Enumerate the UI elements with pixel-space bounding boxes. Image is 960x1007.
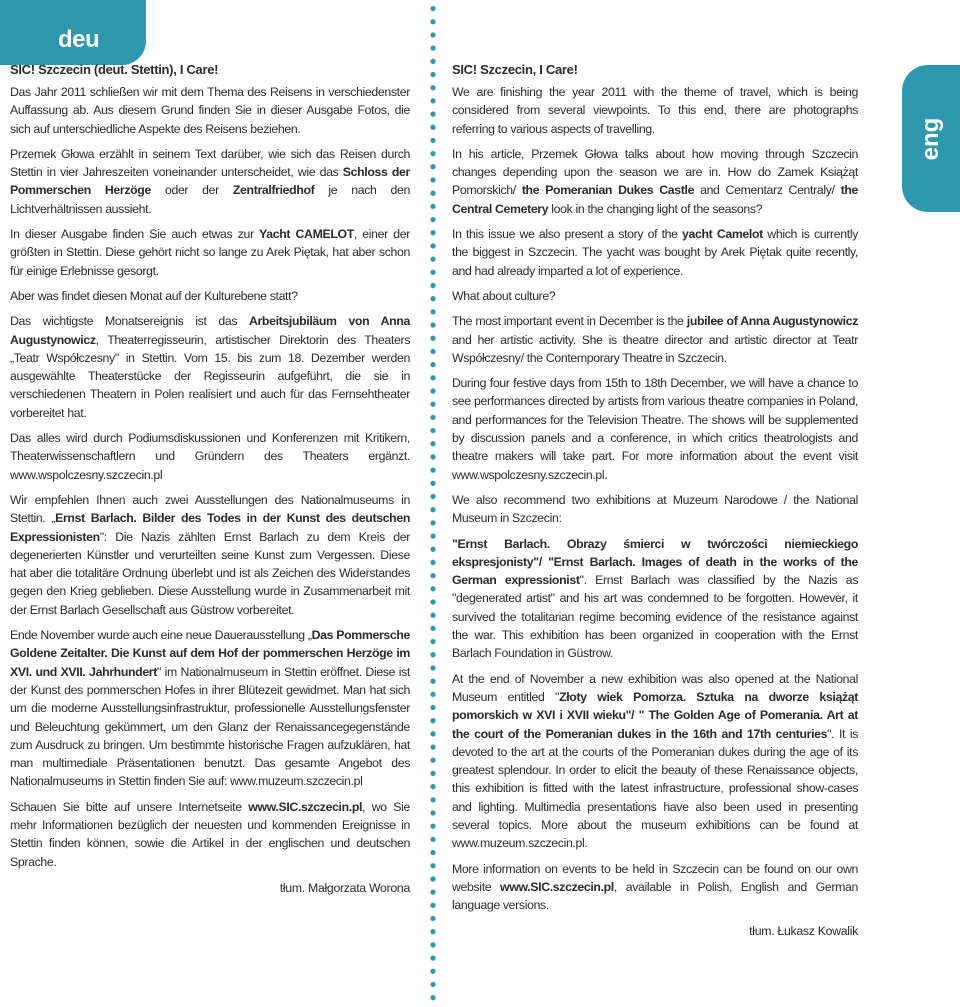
german-title: SIC! Szczecin (deut. Stettin), I Care! — [10, 62, 219, 77]
english-paragraph-9: At the end of November a new exhibition was also opened at the National Museum entitled "Złoty wiek Pomorza. Sztuka na dworze książąt pomorskich w XVI i XVII wieku"/ " The Golden Age of Pomerania. Art at the court of the Pomeranian dukes in the 16th and 17th centuries". It is devoted to the art at the courts of the Pomeranian dukes during the age of its greatest splendour. In order to elicit the beauty of these Renaissance objects, this exhibition is fitted with the latest infrastructure, professional show-cases and lighting. Multimedia presentations have also been used in presenting several topics. More about the museum exhibitions can be found at www.muzeum.szczecin.pl. — [452, 671, 858, 851]
english-paragraph-6: During four festive days from 15th to 18th December, we will have a chance to see performances directed by artists from various theatre companies in Poland, and performances for the Television Theatre. The shows will be supplemented by discussion panels and a conference, in which critics theatrologists and theatre makers will take part. For more information about the event visit www.wspolczesny.szczecin.pl. — [452, 376, 858, 482]
english-paragraph-2: In his article, Przemek Głowa talks about how moving through Szczecin changes depending upon the season we are in. How do Zamek Książąt Pomorskich/ the Pomeranian Dukes Castle and Cementarz Centraly/ the Central Cemetery look in the changing light of the seasons? — [452, 146, 859, 216]
german-column — [10, 62, 410, 895]
language-tab-deu — [0, 0, 146, 65]
german-paragraph-7: Wir empfehlen Ihnen auch zwei Ausstellungen des Nationalmuseums in Stettin. „Ernst Barlach. Bilder des Todes in der Kunst des deutschen Expressionisten": Die Nazis zählten Ernst Barlach zu dem Kreis der degenerierten Künstler und verurteilten seine Kunst zum Vergessen. Diese hat aber die totalitäre Ordnung überlebt und ist als Zeichen des Widerstandes gegen den Krieg geblieben. Diese Ausstellung wurde in Zusammenarbeit mit der Ernst Barlach Gesellschaft aus Güstrow vorbereitet. — [10, 492, 410, 617]
english-column — [452, 62, 858, 938]
german-paragraph-6: Das alles wird durch Podiumsdiskussionen und Konferenzen mit Kritikern, Theaterwissenschaftlern und Gründern des Theaters ergänzt. www.wspolczesny.szczecin.pl — [10, 431, 410, 482]
english-paragraph-3: In this issue we also present a story of the yacht Camelot which is currently the biggest in Szczecin. The yacht was bought by Arek Piętak quite recently, and had already imparted a lot of experience. — [452, 227, 858, 278]
english-paragraph-5: The most important event in December is the jubilee of Anna Augustynowicz and her artistic activity. She is theatre director and artistic director at Teatr Współczesny/ the Contemporary Theatre in Szczecin. — [452, 314, 858, 365]
language-tab-eng-label: eng — [917, 117, 944, 160]
german-paragraph-8: Ende November wurde auch eine neue Dauerausstellung „Das Pommersche Goldene Zeitalter. Die Kunst auf dem Hof der pommerschen Herzöge im XVI. und XVII. Jahrhundert" im Nationalmuseum in Stettin eröffnet. Diese ist der Kunst des pommerschen Hofes in ihrer Blütezeit gewidmet. Man hat sich um die moderne Ausstellungsinfrastruktur, professionelle Ausstellungsfenster und Beleuchtung gekümmert, um den Glanz der Renaissancegegenstände zum Ausdruck zu bringen. Um bestimmte historische Fragen aufzuklären, hat man multimediale Präsentationen benutzt. Das gesamte Angebot des Nationalmuseums in Stettin finden Sie auf: www.muzeum.szczecin.pl — [10, 628, 411, 789]
english-paragraph-10: More information on events to be held in Szczecin can be found on our own website www.SIC.szczecin.pl, available in Polish, English and German language versions. — [452, 861, 859, 913]
english-paragraph-1: We are finishing the year 2011 with the theme of travel, which is being considered from several viewpoints. To this end, there are photographs referring to various aspects of travelling. — [452, 85, 858, 136]
german-paragraph-5: Das wichtigste Monatsereignis ist das Arbeitsjubiläum von Anna Augustynowicz, Theaterregisseurin, artistischer Direktorin des Theaters „Teatr Współczesny" in Stettin. Vom 15. bis zum 18. Dezember werden ausgewählte Theaterstücke der Regisseurin aufgeführt, die sie in verschiedenen Theatern in Polen realisiert und auch für das Fernsehtheater vorbereitet hat. — [10, 314, 410, 420]
german-paragraph-1: Das Jahr 2011 schließen wir mit dem Thema des Reisens in verschiedenster Auffassung ab. Aus diesem Grund finden Sie in dieser Ausgabe Fotos, die sich auf unterschiedliche Aspekte des Reisens beziehen. — [10, 85, 410, 136]
english-title: SIC! Szczecin, I Care! — [452, 62, 578, 77]
column-divider-dots — [428, 2, 438, 1007]
german-translator-signature: tłum. Małgorzata Worona — [279, 880, 410, 895]
language-tab-eng — [902, 65, 960, 212]
german-paragraph-4: Aber was findet diesen Monat auf der Kulturebene statt? — [10, 288, 298, 303]
german-paragraph-2: Przemek Głowa erzählt in seinem Text darüber, wie sich das Reisen durch Stettin in vier Jahreszeiten voneinander unterscheidet, wie das Schloss der Pommerschen Herzöge oder der Zentralfriedhof je nach den Lichtverhältnissen aussieht. — [10, 146, 410, 216]
english-paragraph-4: What about culture? — [452, 288, 556, 303]
language-tab-deu-label: deu — [58, 26, 100, 53]
german-paragraph-3: In dieser Ausgabe finden Sie auch etwas zur Yacht CAMELOT, einer der größten in Stettin. Diese gehört nicht so lange zu Arek Piętak, hat aber schon für einige Erlebnisse gesorgt. — [10, 227, 410, 278]
english-paragraph-8: "Ernst Barlach. Obrazy śmierci w twórczości niemieckiego ekspresjonisty"/ "Ernst Barlach. Images of death in the works of the German expressionist". Ernst Barlach was classified by the Nazis as "degenerated artist" and his art was condemned to be forgotten. However, it survived the totalitarian regime becoming evidence of the resistance against the war. This exhibition has been organized in cooperation with the Ernst Barlach Foundation in Güstrow. — [452, 536, 858, 661]
english-translator-signature: tłum. Łukasz Kowalik — [749, 924, 858, 939]
english-paragraph-7: We also recommend two exhibitions at Muzeum Narodowe / the National Museum in Szczecin: — [452, 492, 858, 526]
german-paragraph-9: Schauen Sie bitte auf unsere Internetseite www.SIC.szczecin.pl, wo Sie mehr Informationen bezüglich der neuesten und kommenden Ereignisse in Stettin finden können, sowie die Artikel in der englischen und deutschen Sprache. — [10, 799, 410, 869]
